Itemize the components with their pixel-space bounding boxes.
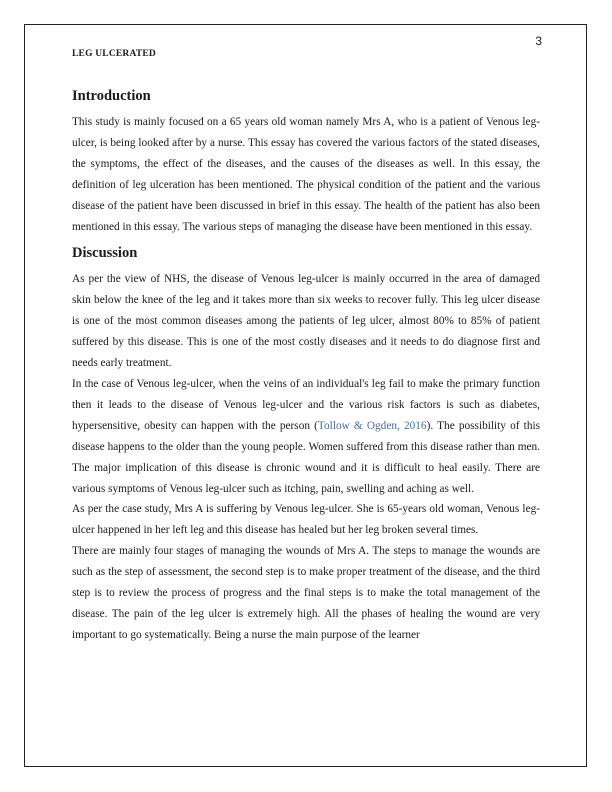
introduction-heading: Introduction [72, 88, 151, 104]
page-number: 3 [535, 34, 542, 48]
discussion-paragraph-2 [72, 374, 540, 499]
discussion-paragraph-1: As per the view of NHS, the disease of Venous leg-ulcer is mainly occurred in the area of damaged skin below the knee of the leg and it takes more than six weeks to recover fully. This leg ulcer disease is one of the most common diseases among the patients of leg ulcer, almost 80% to 85% of patient suffered by this disease. This is one of the most costly diseases and it needs to do diagnose first and needs early treatment. [72, 273, 540, 370]
running-head: LEG ULCERATED [72, 49, 156, 59]
introduction-paragraph: This study is mainly focused on a 65 years old woman namely Mrs A, who is a patient of Venous leg-ulcer, is being looked after by a nurse. This essay has covered the various factors of the stated diseases, the symptoms, the effect of the diseases, and the causes of the diseases as well. In this essay, the definition of leg ulceration has been mentioned. The physical condition of the patient and the various disease of the patient have been discussed in brief in this essay. The health of the patient has also been mentioned in this essay. The various steps of managing the disease have been mentioned in this essay. [72, 116, 540, 233]
discussion-paragraph-4: There are mainly four stages of managing the wounds of Mrs A. The steps to manage the wounds are such as the step of assessment, the second step is to make proper treatment of the disease, and the third step is to review the process of progress and the final steps is to make the total management of the disease. The pain of the leg ulcer is extremely high. All the phases of healing the wound are very important to go systematically. Being a nurse the main purpose of the learner [72, 545, 540, 641]
paragraph-text: In the case of Venous leg-ulcer, when the veins of an individual's leg fail to make the primary function then it leads to the disease of Venous leg-ulcer and the various risk factors is such as diabetes, hypersensitive, obesity can happen with the person ( [72, 377, 540, 432]
discussion-paragraph-3: As per the case study, Mrs A is suffering by Venous leg-ulcer. She is 65-years old woman, Venous leg-ulcer happened in her left leg and this disease has healed but her leg broken several times. [72, 503, 540, 537]
citation-link[interactable]: Tollow & Ogden, 2016 [317, 419, 427, 432]
paragraph-text: ). The possibility of this disease happens to the older than the young people. Women suffered from this disease rather than men. The major implication of this disease is chronic wound and it is difficult to heal easily. There are various symptoms of Venous leg-ulcer such as itching, pain, swelling and aching as well. [72, 419, 541, 495]
discussion-heading: Discussion [72, 245, 138, 262]
document-body [72, 86, 540, 646]
